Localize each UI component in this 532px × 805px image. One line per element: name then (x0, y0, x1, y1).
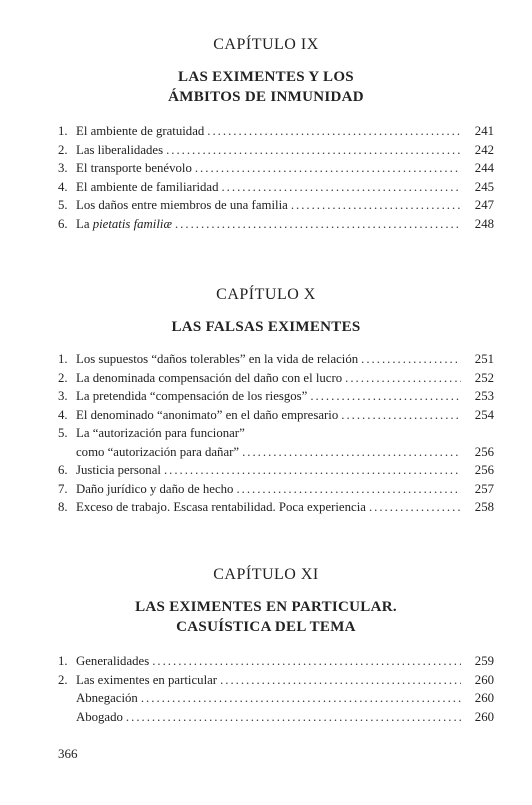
entry-title: Abnegación (76, 691, 138, 705)
leader-dots (221, 180, 461, 195)
entry-number: 4. (58, 407, 68, 422)
entry-page: 248 (474, 216, 494, 231)
entry-page: 242 (474, 142, 494, 157)
entry-page: 247 (474, 198, 494, 212)
toc-list (58, 352, 494, 519)
page-number: 366 (58, 746, 78, 761)
toc-entry[interactable] (58, 124, 494, 143)
chapter-title-line: CASUÍSTICA DEL TEMA (176, 619, 356, 635)
entry-number: 6. (58, 216, 68, 231)
entry-page: 252 (474, 370, 494, 385)
chapter-title (0, 317, 532, 337)
leader-dots (207, 124, 461, 139)
leader-dots (345, 371, 461, 386)
chapter-title-line: LAS EXIMENTES Y LOS (178, 69, 354, 85)
leader-dots (220, 673, 461, 688)
toc-entry[interactable] (58, 500, 494, 519)
entry-number: 7. (58, 481, 68, 496)
entry-page: 241 (474, 124, 494, 138)
toc-list (58, 124, 494, 235)
toc-entry[interactable] (58, 389, 494, 408)
entry-title: Abogado (76, 709, 123, 724)
entry-page: 244 (474, 161, 494, 175)
chapter-number: CAPÍTULO IX (213, 36, 319, 53)
chapter-heading (0, 566, 532, 637)
entry-title: El ambiente de familiaridad (76, 179, 219, 194)
entry-title: El transporte benévolo (76, 161, 192, 175)
toc-entry[interactable] (58, 217, 494, 236)
entry-title: Daño jurídico y daño de hecho (76, 481, 234, 496)
toc-subentry[interactable] (58, 691, 494, 710)
entry-number: 8. (58, 500, 68, 514)
entry-page: 257 (474, 481, 494, 496)
leader-dots (310, 389, 461, 404)
toc-list (58, 654, 494, 728)
entry-page: 253 (474, 389, 494, 403)
leader-dots (236, 482, 461, 497)
toc-entry[interactable] (58, 482, 494, 501)
chapter-title (0, 597, 532, 637)
leader-dots (152, 654, 461, 669)
entry-page: 260 (474, 691, 494, 705)
entry-title: Las eximentes en particular (76, 672, 218, 687)
entry-number: 3. (58, 389, 68, 403)
toc-entry[interactable] (58, 673, 494, 692)
entry-page: 251 (474, 352, 494, 366)
toc-entry[interactable] (58, 408, 494, 427)
toc-entry-first-line[interactable] (58, 426, 494, 445)
toc-entry[interactable] (58, 371, 494, 390)
entry-title-prefix: La (76, 216, 93, 231)
entry-number: 4. (58, 179, 68, 194)
entry-page: 258 (474, 500, 494, 514)
entry-title: Las liberalidades (76, 142, 164, 157)
leader-dots (166, 143, 461, 158)
leader-dots (291, 198, 461, 213)
leader-dots (141, 691, 461, 706)
entry-number: 2. (58, 142, 68, 157)
leader-dots (341, 408, 461, 423)
entry-title: Los supuestos “daños tolerables” en la vida de relación (76, 352, 359, 366)
entry-number: 2. (58, 672, 68, 687)
chapter-title (0, 67, 532, 107)
entry-number: 5. (58, 198, 68, 212)
toc-entry-second-line[interactable] (58, 445, 494, 464)
chapter-number: CAPÍTULO XI (213, 566, 319, 583)
toc-entry[interactable] (58, 463, 494, 482)
entry-number: 5. (58, 426, 68, 440)
entry-title (76, 217, 172, 232)
entry-number: 1. (58, 654, 68, 668)
entry-number: 2. (58, 370, 68, 385)
leader-dots (175, 217, 461, 232)
entry-page: 256 (474, 463, 494, 477)
entry-page: 254 (474, 407, 494, 422)
entry-title: Justicia personal (76, 463, 161, 477)
entry-page: 259 (474, 654, 494, 668)
toc-entry[interactable] (58, 180, 494, 199)
entry-page: 260 (474, 709, 494, 724)
entry-number: 1. (58, 352, 68, 366)
chapter-number: CAPÍTULO X (216, 286, 316, 303)
entry-number: 3. (58, 161, 68, 175)
toc-entry[interactable] (58, 161, 494, 180)
chapter-heading (0, 286, 532, 337)
leader-dots (126, 710, 461, 725)
leader-dots (242, 445, 461, 460)
toc-entry[interactable] (58, 352, 494, 371)
entry-number: 1. (58, 124, 68, 138)
chapter-title-line: LAS FALSAS EXIMENTES (171, 319, 361, 335)
entry-page: 260 (474, 672, 494, 687)
leader-dots (361, 352, 461, 367)
chapter-title-line: ÁMBITOS DE INMUNIDAD (168, 89, 364, 105)
entry-number: 6. (58, 463, 68, 477)
entry-title: Los daños entre miembros de una familia (76, 198, 288, 212)
entry-title: La “autorización para funcionar” (76, 426, 245, 440)
leader-dots (164, 463, 461, 478)
toc-entry[interactable] (58, 198, 494, 217)
entry-title: El denominado “anonimato” en el daño empresario (76, 407, 339, 422)
toc-subentry[interactable] (58, 710, 494, 729)
entry-title: La pretendida “compensación de los riesgos” (76, 389, 308, 403)
entry-title: El ambiente de gratuidad (76, 124, 205, 138)
entry-title-continued: como “autorización para dañar” (76, 444, 240, 459)
leader-dots (195, 161, 461, 176)
entry-title: Generalidades (76, 654, 150, 668)
leader-dots (369, 500, 461, 515)
chapter-title-line: LAS EXIMENTES EN PARTICULAR. (135, 599, 397, 615)
entry-title-italic: pietatis familiæ (92, 216, 172, 231)
toc-entry[interactable] (58, 654, 494, 673)
toc-entry[interactable] (58, 143, 494, 162)
entry-page: 256 (474, 444, 494, 459)
chapter-heading (0, 36, 532, 107)
entry-page: 245 (474, 179, 494, 194)
entry-title: La denominada compensación del daño con el lucro (76, 370, 343, 385)
entry-title: Exceso de trabajo. Escasa rentabilidad. Poca experiencia (76, 500, 366, 514)
